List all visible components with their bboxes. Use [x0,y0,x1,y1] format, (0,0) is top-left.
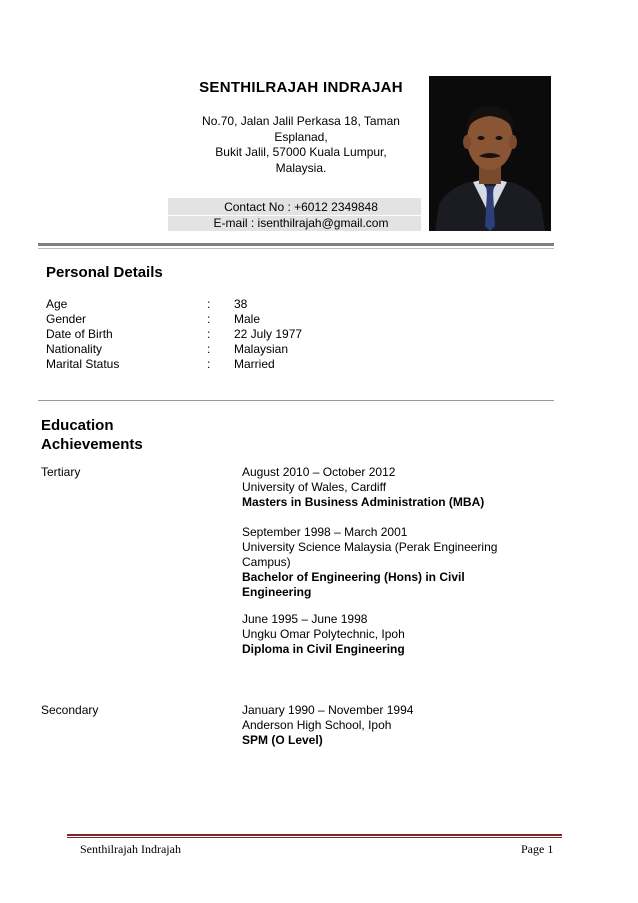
education-heading-line: Education [41,417,114,434]
field-value-dob: 22 July 1977 [234,327,303,341]
footer-author: Senthilrajah Indrajah [80,842,181,856]
entry-dates: August 2010 – October 2012 [242,465,396,479]
field-label-marital-status: Marital Status [46,357,120,371]
address-line: Malaysia. [275,160,327,175]
page-number: Page 1 [521,842,554,856]
field-label-gender: Gender [46,312,87,326]
address-line: Bukit Jalil, 57000 Kuala Lumpur, [215,145,387,159]
entry-school-cont: Campus) [242,555,291,569]
entry-degree: Masters in Business Administration (MBA) [242,495,485,509]
education-entry [242,612,532,657]
address-block [168,114,434,176]
entry-degree: Diploma in Civil Engineering [242,642,405,656]
education-heading-line: Achievements [41,436,143,453]
profile-photo [429,76,551,231]
field-separator: : [207,342,211,356]
field-separator: : [207,312,211,326]
entry-dates: January 1990 – November 1994 [242,703,414,717]
education-heading [41,416,143,454]
section-divider [38,400,554,401]
education-entry [242,465,532,510]
personal-details-heading: Personal Details [46,264,163,281]
field-label-nationality: Nationality [46,342,103,356]
footer-rule [67,834,562,836]
field-separator: : [207,297,211,311]
entry-school: Ungku Omar Polytechnic, Ipoh [242,627,405,641]
field-separator: : [207,357,211,371]
field-label-dob: Date of Birth [46,327,113,341]
address-line: No.70, Jalan Jalil Perkasa 18, Taman [202,114,400,128]
portrait-image [429,76,551,231]
entry-dates: June 1995 – June 1998 [242,612,368,626]
education-entry [242,525,532,600]
secondary-label: Secondary [41,703,99,717]
field-value-nationality: Malaysian [234,342,289,356]
field-separator: : [207,327,211,341]
header-divider-thin [38,248,554,249]
address-line: Esplanad, [274,129,328,144]
entry-degree-cont: Engineering [242,585,312,599]
field-value-marital-status: Married [234,357,275,371]
contact-number: Contact No : +6012 2349848 [224,200,378,214]
footer-rule-thin [67,837,562,838]
field-value-age: 38 [234,297,248,311]
entry-school: University of Wales, Cardiff [242,480,387,494]
education-entry [242,703,532,748]
field-value-gender: Male [234,312,261,326]
resume-name: SENTHILRAJAH INDRAJAH [199,79,403,96]
header-divider [38,243,554,246]
entry-school: University Science Malaysia (Perak Engineering [242,540,498,554]
email-address: E-mail : isenthilrajah@gmail.com [213,216,389,230]
tertiary-label: Tertiary [41,465,81,479]
entry-school: Anderson High School, Ipoh [242,718,392,732]
field-label-age: Age [46,297,68,311]
entry-dates: September 1998 – March 2001 [242,525,408,539]
entry-degree: Bachelor of Engineering (Hons) in Civil [242,570,465,584]
entry-degree: SPM (O Level) [242,733,323,747]
